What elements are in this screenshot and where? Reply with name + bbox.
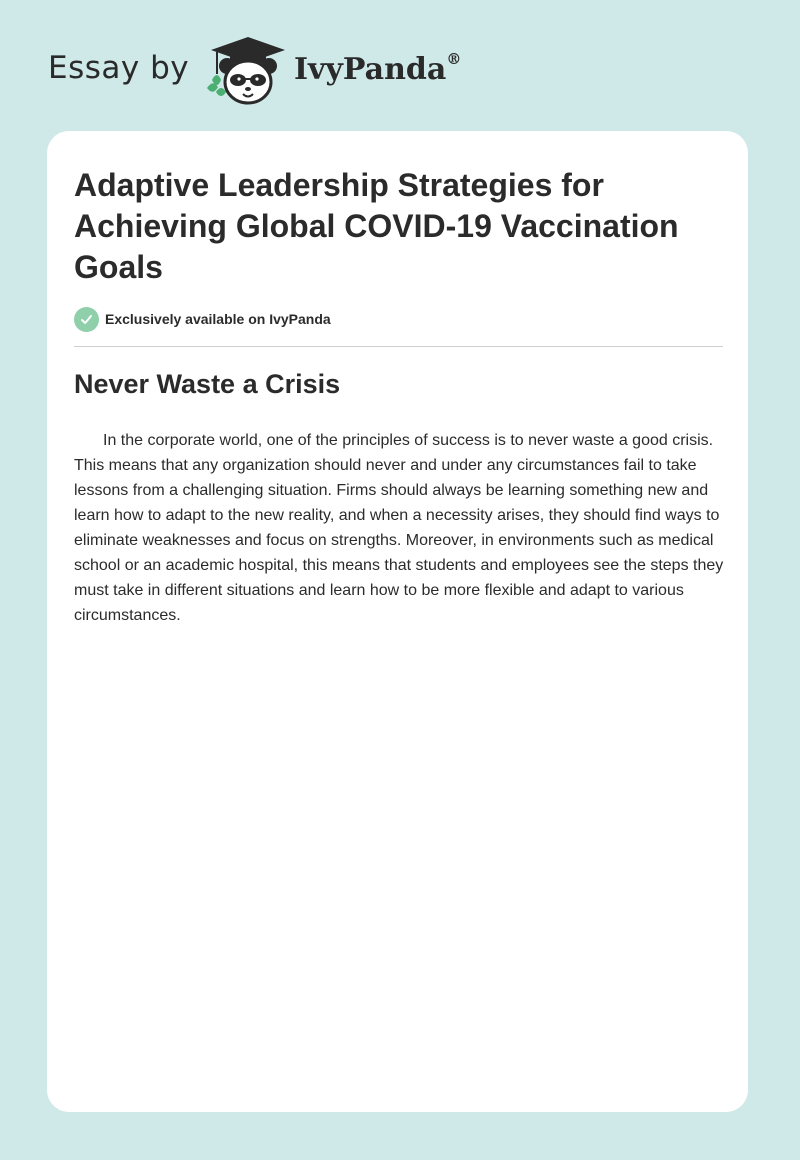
check-icon [74,307,99,332]
brand-name[interactable]: IvyPanda® [294,50,462,87]
divider [74,346,723,347]
body-paragraph: In the corporate world, one of the principles of success is to never waste a good crisis. This means that any organization should never and under any circumstances fail to take lessons from a challenging situation. Firms should always be learning something new and learn how to adapt to the new reality, and when a necessity arises, they should find ways to eliminate weaknesses and focus on strengths. Moreover, in environments such as medical school or an academic hospital, this means that students and employees see the steps they must take in different situations and learn how to be more flexible and adapt to various circumstances. [74,432,724,624]
exclusive-badge [74,306,331,332]
essay-card [47,131,748,1112]
badge-label: Exclusively available on IvyPanda [105,311,331,327]
site-header [48,34,648,114]
panda-graduate-icon[interactable] [203,34,293,110]
essay-title: Adaptive Leadership Strategies for Achieving Global COVID-19 Vaccination Goals [74,167,679,285]
section-heading: Never Waste a Crisis [74,369,341,399]
essay-by-label: Essay by [48,50,190,86]
